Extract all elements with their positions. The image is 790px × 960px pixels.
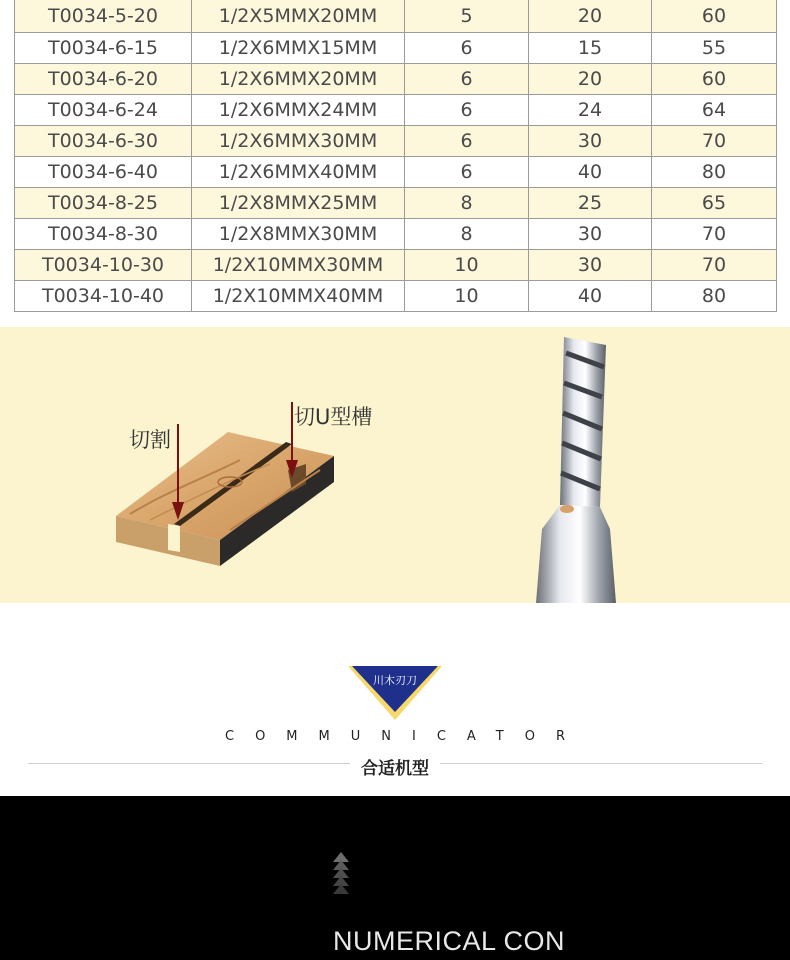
table-cell: T0034-6-40: [15, 157, 192, 188]
table-row: [15, 219, 777, 250]
table-row: [15, 0, 777, 33]
table-cell: T0034-6-20: [15, 64, 192, 95]
table-cell: 1/2X8MMX25MM: [192, 188, 405, 219]
table-row: [15, 250, 777, 281]
table-cell: 1/2X6MMX15MM: [192, 33, 405, 64]
table-cell: 20: [529, 0, 652, 33]
table-cell: 24: [529, 95, 652, 126]
spec-table-body: [15, 0, 777, 312]
table-cell: 70: [652, 126, 777, 157]
spec-table: [14, 0, 777, 312]
table-cell: 1/2X6MMX20MM: [192, 64, 405, 95]
table-cell: 1/2X5MMX20MM: [192, 0, 405, 33]
table-cell: 40: [529, 157, 652, 188]
logo-text: 川木刃刀: [373, 674, 417, 687]
router-bit-image: [520, 333, 630, 603]
table-cell: 65: [652, 188, 777, 219]
table-cell: T0034-5-20: [15, 0, 192, 33]
table-row: [15, 157, 777, 188]
table-cell: 60: [652, 64, 777, 95]
table-cell: 6: [405, 64, 529, 95]
table-cell: T0034-10-40: [15, 281, 192, 312]
table-cell: 40: [529, 281, 652, 312]
table-cell: 60: [652, 0, 777, 33]
table-cell: 1/2X8MMX30MM: [192, 219, 405, 250]
table-cell: 6: [405, 126, 529, 157]
cut-arrow-icon: [168, 424, 188, 524]
table-cell: 5: [405, 0, 529, 33]
table-cell: 30: [529, 126, 652, 157]
table-row: [15, 281, 777, 312]
table-cell: T0034-8-30: [15, 219, 192, 250]
table-cell: 70: [652, 250, 777, 281]
table-row: [15, 188, 777, 219]
table-cell: 8: [405, 219, 529, 250]
brand-logo: [346, 664, 444, 722]
table-cell: 80: [652, 157, 777, 188]
table-cell: 80: [652, 281, 777, 312]
table-row: [15, 33, 777, 64]
table-cell: 30: [529, 219, 652, 250]
table-cell: T0034-6-24: [15, 95, 192, 126]
table-cell: 6: [405, 157, 529, 188]
table-row: [15, 95, 777, 126]
table-cell: T0034-6-15: [15, 33, 192, 64]
table-cell: 30: [529, 250, 652, 281]
numerical-heading: NUMERICAL CON: [333, 926, 566, 956]
table-cell: 6: [405, 95, 529, 126]
table-cell: 55: [652, 33, 777, 64]
table-cell: 15: [529, 33, 652, 64]
table-cell: T0034-10-30: [15, 250, 192, 281]
table-cell: T0034-8-25: [15, 188, 192, 219]
table-cell: 25: [529, 188, 652, 219]
table-cell: 1/2X10MMX30MM: [192, 250, 405, 281]
table-cell: 1/2X10MMX40MM: [192, 281, 405, 312]
table-cell: 64: [652, 95, 777, 126]
section-title: 合适机型: [361, 759, 429, 779]
table-row: [15, 64, 777, 95]
table-cell: 20: [529, 64, 652, 95]
table-cell: T0034-6-30: [15, 126, 192, 157]
table-row: [15, 126, 777, 157]
groove-label: 切U型槽: [294, 405, 373, 429]
table-cell: 10: [405, 281, 529, 312]
table-cell: 6: [405, 33, 529, 64]
table-cell: 70: [652, 219, 777, 250]
table-cell: 1/2X6MMX30MM: [192, 126, 405, 157]
brand-tagline: COMMUNICATOR: [225, 729, 586, 744]
table-cell: 8: [405, 188, 529, 219]
table-cell: 1/2X6MMX40MM: [192, 157, 405, 188]
table-cell: 1/2X6MMX24MM: [192, 95, 405, 126]
cut-label: 切割: [129, 428, 171, 452]
chevron-up-stack-icon: [333, 852, 349, 896]
table-cell: 10: [405, 250, 529, 281]
